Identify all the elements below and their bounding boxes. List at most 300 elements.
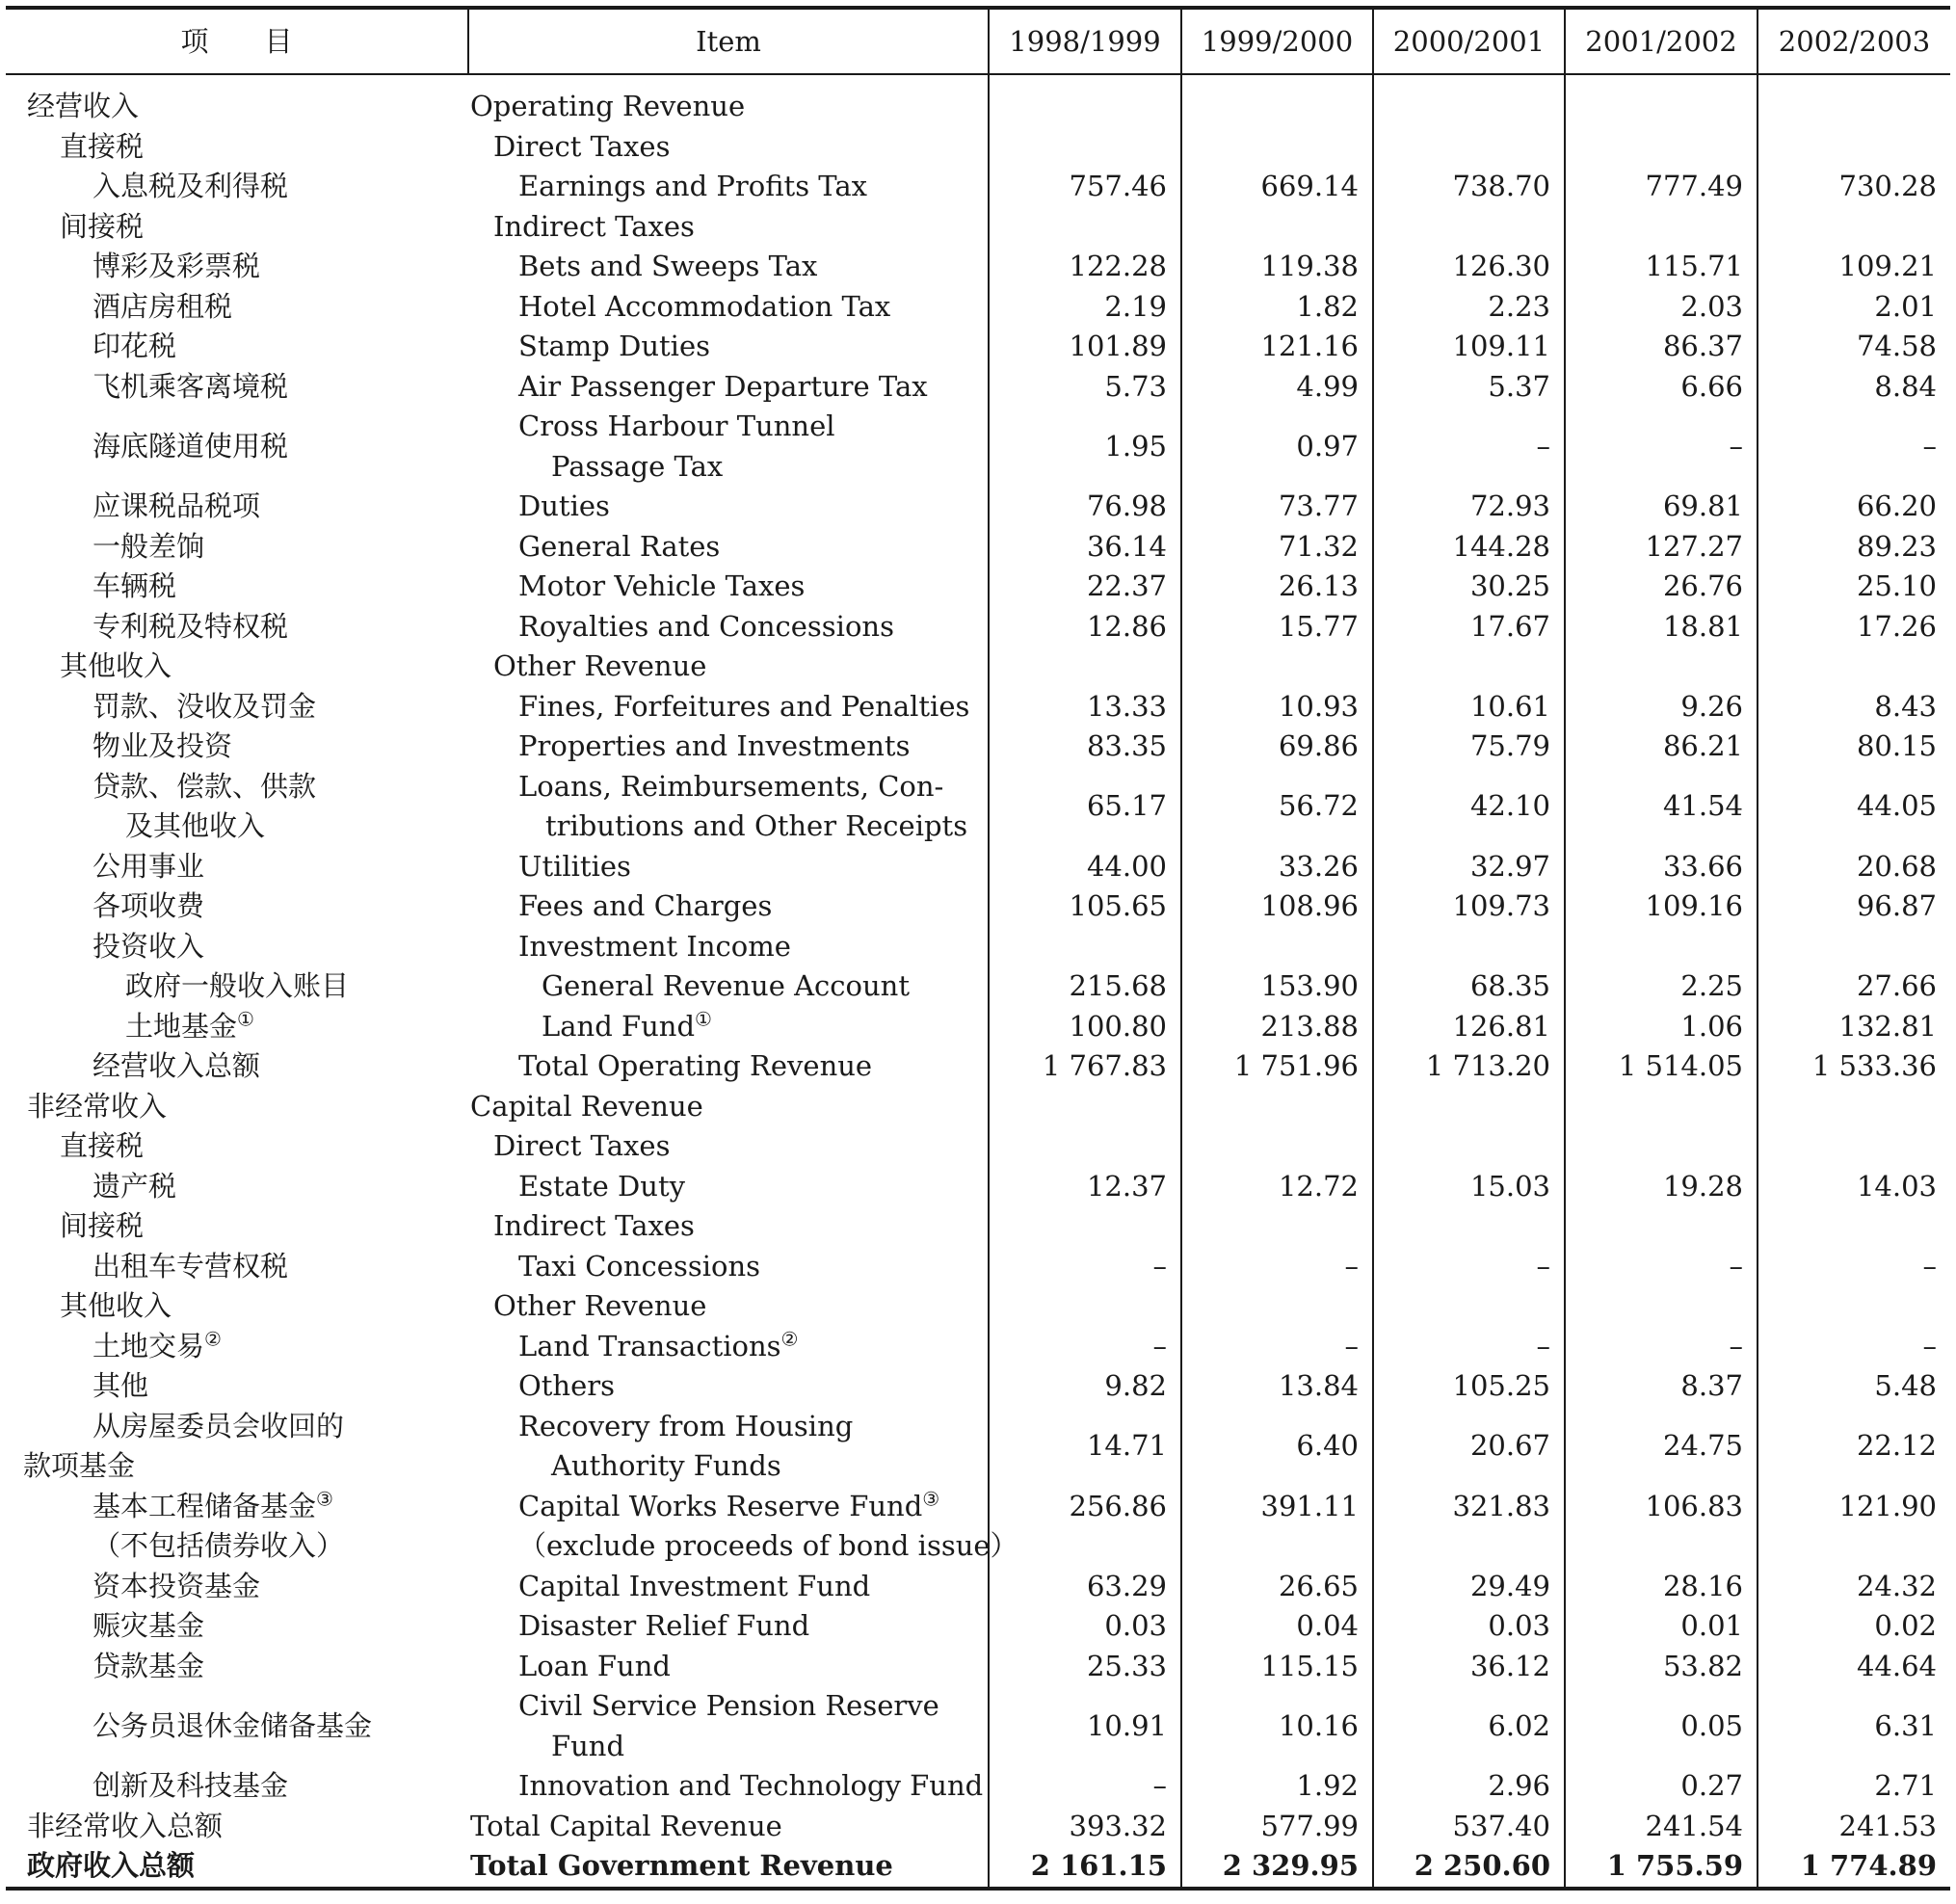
row-label-zh-continued: 及其他收入 xyxy=(125,809,266,842)
value-cell: 29.49 xyxy=(1373,1567,1565,1607)
value-cell: – xyxy=(989,1327,1181,1367)
row-label-zh xyxy=(6,1046,468,1087)
value-cell: 86.37 xyxy=(1565,327,1758,367)
value-cell: 115.15 xyxy=(1181,1647,1373,1687)
value-cell: 26.13 xyxy=(1181,567,1373,607)
row-label-en xyxy=(468,567,989,607)
row-label-en-continued: tributions and Other Receipts xyxy=(545,809,968,842)
row-label-en xyxy=(468,1206,989,1247)
row-label-en-text: General Revenue Account xyxy=(542,969,910,1002)
value-cell xyxy=(1565,74,1758,127)
value-cell: 2.96 xyxy=(1373,1766,1565,1807)
value-cell: 56.72 xyxy=(1181,767,1373,847)
row-label-en xyxy=(468,207,989,248)
value-cell: 44.00 xyxy=(989,847,1181,887)
value-cell xyxy=(1373,1126,1565,1167)
value-cell: – xyxy=(1373,1247,1565,1287)
value-cell: 22.12 xyxy=(1758,1407,1950,1487)
row-label-zh-text: 其他收入 xyxy=(60,649,172,682)
row-label-en-text: Civil Service Pension Reserve xyxy=(518,1689,939,1722)
value-cell: 1.06 xyxy=(1565,1007,1758,1047)
value-cell: 14.71 xyxy=(989,1407,1181,1487)
value-cell: 10.61 xyxy=(1373,687,1565,727)
row-label-en-text: Royalties and Concessions xyxy=(518,609,894,643)
row-label-zh-text: 博彩及彩票税 xyxy=(93,250,261,282)
value-cell: – xyxy=(1565,407,1758,487)
row-label-en xyxy=(468,687,989,727)
header-year: 1999/2000 xyxy=(1181,8,1373,74)
footnote-marker: ③ xyxy=(316,1486,333,1510)
table-row xyxy=(6,1247,1950,1287)
row-label-zh-text: 非经常收入总额 xyxy=(27,1809,224,1842)
value-cell: 63.29 xyxy=(989,1567,1181,1607)
value-cell: 5.48 xyxy=(1758,1366,1950,1407)
revenue-table xyxy=(6,6,1950,1891)
value-cell xyxy=(989,74,1181,127)
value-cell: 12.86 xyxy=(989,607,1181,648)
value-cell: 17.26 xyxy=(1758,607,1950,648)
value-cell: 577.99 xyxy=(1181,1807,1373,1847)
value-cell: 66.20 xyxy=(1758,487,1950,527)
row-label-zh-text: 土地交易 xyxy=(93,1329,205,1362)
row-label-en-text: Other Revenue xyxy=(493,1289,707,1322)
row-label-zh xyxy=(6,407,468,487)
row-label-en xyxy=(468,607,989,648)
value-cell: 1 774.89 xyxy=(1758,1846,1950,1889)
value-cell: 777.49 xyxy=(1565,167,1758,207)
row-label-zh-text: 土地基金 xyxy=(125,1009,238,1043)
value-cell: 18.81 xyxy=(1565,607,1758,648)
row-label-en xyxy=(468,647,989,687)
value-cell: 6.02 xyxy=(1373,1686,1565,1766)
value-cell xyxy=(1373,647,1565,687)
table-row xyxy=(6,1046,1950,1087)
value-cell: 8.84 xyxy=(1758,367,1950,408)
row-label-en-text: Land Transactions xyxy=(518,1329,781,1362)
value-cell: 6.40 xyxy=(1181,1407,1373,1487)
value-cell xyxy=(1373,1087,1565,1127)
value-cell xyxy=(1181,74,1373,127)
value-cell: 41.54 xyxy=(1565,767,1758,847)
row-label-en-text: Disaster Relief Fund xyxy=(518,1609,810,1642)
value-cell: 20.68 xyxy=(1758,847,1950,887)
value-cell: 2 250.60 xyxy=(1373,1846,1565,1889)
row-label-en-text: Duties xyxy=(518,489,610,522)
row-label-en xyxy=(468,1366,989,1407)
table-row xyxy=(6,167,1950,207)
value-cell: 1 755.59 xyxy=(1565,1846,1758,1889)
row-label-en-continued: Fund xyxy=(551,1729,625,1762)
row-label-zh-text: 经营收入 xyxy=(27,90,140,122)
value-cell: 72.93 xyxy=(1373,487,1565,527)
table-row xyxy=(6,727,1950,767)
value-cell: 2.19 xyxy=(989,287,1181,328)
value-cell: 17.67 xyxy=(1373,607,1565,648)
row-label-zh-text: 间接税 xyxy=(60,209,145,243)
value-cell: 0.05 xyxy=(1565,1686,1758,1766)
row-label-zh xyxy=(6,367,468,408)
value-cell: 80.15 xyxy=(1758,727,1950,767)
value-cell: 83.35 xyxy=(989,727,1181,767)
row-label-zh-text: 政府收入总额 xyxy=(27,1849,196,1882)
value-cell xyxy=(1565,1087,1758,1127)
value-cell xyxy=(1758,74,1950,127)
value-cell: 127.27 xyxy=(1565,527,1758,568)
table-row xyxy=(6,1087,1950,1127)
value-cell: 2.25 xyxy=(1565,966,1758,1007)
row-label-en xyxy=(468,886,989,927)
value-cell: 22.37 xyxy=(989,567,1181,607)
row-label-zh xyxy=(6,1407,468,1487)
value-cell: 13.33 xyxy=(989,687,1181,727)
value-cell: 126.30 xyxy=(1373,247,1565,287)
row-label-zh-text: 贷款、偿款、供款 xyxy=(93,769,317,803)
row-label-en xyxy=(468,1126,989,1167)
table-row xyxy=(6,1327,1950,1367)
row-label-zh xyxy=(6,1126,468,1167)
value-cell: 738.70 xyxy=(1373,167,1565,207)
value-cell: 4.99 xyxy=(1181,367,1373,408)
value-cell xyxy=(1181,1126,1373,1167)
value-cell xyxy=(1565,927,1758,967)
table-row xyxy=(6,1007,1950,1047)
table-row xyxy=(6,1567,1950,1607)
value-cell: 71.32 xyxy=(1181,527,1373,568)
value-cell: 256.86 xyxy=(989,1487,1181,1567)
row-label-zh-text: 基本工程储备基金 xyxy=(93,1489,317,1522)
value-cell xyxy=(1181,127,1373,168)
row-label-en-text: Total Capital Revenue xyxy=(470,1809,782,1842)
footnote-marker: ③ xyxy=(922,1486,940,1510)
value-cell: – xyxy=(989,1766,1181,1807)
value-cell: 109.21 xyxy=(1758,247,1950,287)
table-row xyxy=(6,1766,1950,1807)
row-label-en xyxy=(468,247,989,287)
value-cell: 8.43 xyxy=(1758,687,1950,727)
value-cell: 9.82 xyxy=(989,1366,1181,1407)
row-label-zh-text: 各项收费 xyxy=(93,889,205,922)
value-cell: 42.10 xyxy=(1373,767,1565,847)
table-row xyxy=(6,687,1950,727)
table-row xyxy=(6,1807,1950,1847)
value-cell: 15.03 xyxy=(1373,1167,1565,1207)
value-cell: 153.90 xyxy=(1181,966,1373,1007)
row-label-en-text: General Rates xyxy=(518,529,721,563)
value-cell: 10.91 xyxy=(989,1686,1181,1766)
row-label-en-continued: Passage Tax xyxy=(551,449,724,483)
row-label-zh-text: 从房屋委员会收回的 xyxy=(93,1409,345,1442)
row-label-zh-text: 专利税及特权税 xyxy=(93,609,289,643)
value-cell: 1.82 xyxy=(1181,287,1373,328)
table-row xyxy=(6,767,1950,847)
value-cell: 12.37 xyxy=(989,1167,1181,1207)
row-label-zh xyxy=(6,1007,468,1047)
row-label-zh-text: 酒店房租税 xyxy=(93,289,233,323)
row-label-zh xyxy=(6,927,468,967)
row-label-en-text: Properties and Investments xyxy=(518,729,911,762)
table-row xyxy=(6,1126,1950,1167)
row-label-en-text: Investment Income xyxy=(518,929,791,963)
table-header xyxy=(6,8,1950,74)
row-label-zh xyxy=(6,287,468,328)
value-cell: – xyxy=(1758,407,1950,487)
value-cell: 28.16 xyxy=(1565,1567,1758,1607)
value-cell xyxy=(1181,1206,1373,1247)
value-cell: 0.04 xyxy=(1181,1606,1373,1647)
row-label-en-text: Capital Works Reserve Fund xyxy=(518,1489,923,1522)
row-label-en xyxy=(468,1647,989,1687)
value-cell: – xyxy=(989,1247,1181,1287)
value-cell: 109.16 xyxy=(1565,886,1758,927)
row-label-zh xyxy=(6,886,468,927)
value-cell: 215.68 xyxy=(989,966,1181,1007)
row-label-en-text: Capital Investment Fund xyxy=(518,1569,871,1602)
value-cell: 108.96 xyxy=(1181,886,1373,927)
row-label-zh-text: 入息税及利得税 xyxy=(93,170,289,202)
row-label-zh-text: 飞机乘客离境税 xyxy=(93,369,289,403)
row-label-zh xyxy=(6,247,468,287)
row-label-zh-text: 罚款、没收及罚金 xyxy=(93,689,317,723)
table-row xyxy=(6,847,1950,887)
value-cell: 27.66 xyxy=(1758,966,1950,1007)
value-cell: 89.23 xyxy=(1758,527,1950,568)
value-cell: 2.03 xyxy=(1565,287,1758,328)
value-cell xyxy=(1373,1206,1565,1247)
value-cell: 106.83 xyxy=(1565,1487,1758,1567)
row-label-en-text: Earnings and Profits Tax xyxy=(518,170,868,202)
value-cell: 1 767.83 xyxy=(989,1046,1181,1087)
value-cell: 115.71 xyxy=(1565,247,1758,287)
row-label-en-text: Utilities xyxy=(518,849,631,883)
row-label-en xyxy=(468,367,989,408)
row-label-en-text: Total Government Revenue xyxy=(470,1849,893,1882)
row-label-en-continued: （exclude proceeds of bond issue） xyxy=(518,1529,1018,1562)
value-cell xyxy=(1565,1206,1758,1247)
footnote-marker: ① xyxy=(237,1006,254,1030)
table-row xyxy=(6,1686,1950,1766)
table-row xyxy=(6,1487,1950,1567)
row-label-zh xyxy=(6,767,468,847)
table-row xyxy=(6,1286,1950,1327)
row-label-zh xyxy=(6,1087,468,1127)
value-cell: 65.17 xyxy=(989,767,1181,847)
value-cell: 2.01 xyxy=(1758,287,1950,328)
row-label-zh xyxy=(6,687,468,727)
value-cell: 0.01 xyxy=(1565,1606,1758,1647)
row-label-zh xyxy=(6,1686,468,1766)
value-cell: 121.16 xyxy=(1181,327,1373,367)
row-label-zh xyxy=(6,167,468,207)
row-label-en xyxy=(468,487,989,527)
value-cell: 69.86 xyxy=(1181,727,1373,767)
value-cell: 1.92 xyxy=(1181,1766,1373,1807)
row-label-en-text: Fees and Charges xyxy=(518,889,773,922)
row-label-zh xyxy=(6,567,468,607)
value-cell xyxy=(1373,74,1565,127)
table-row xyxy=(6,367,1950,408)
row-label-en-text: Other Revenue xyxy=(493,649,707,682)
value-cell xyxy=(1565,647,1758,687)
row-label-en xyxy=(468,527,989,568)
value-cell: 73.77 xyxy=(1181,487,1373,527)
value-cell: 669.14 xyxy=(1181,167,1373,207)
row-label-zh xyxy=(6,1286,468,1327)
table-row xyxy=(6,1606,1950,1647)
value-cell xyxy=(1758,647,1950,687)
header-item-en: Item xyxy=(468,8,989,74)
value-cell: 86.21 xyxy=(1565,727,1758,767)
row-label-zh-text: 投资收入 xyxy=(93,929,205,963)
value-cell xyxy=(989,1087,1181,1127)
row-label-en-text: Hotel Accommodation Tax xyxy=(518,289,891,323)
row-label-zh-text: 印花税 xyxy=(93,330,177,362)
row-label-zh xyxy=(6,74,468,127)
value-cell: 30.25 xyxy=(1373,567,1565,607)
table-row xyxy=(6,247,1950,287)
table-row xyxy=(6,74,1950,127)
row-label-en xyxy=(468,767,989,847)
value-cell: – xyxy=(1181,1327,1373,1367)
table-row xyxy=(6,127,1950,168)
value-cell: 121.90 xyxy=(1758,1487,1950,1567)
value-cell: – xyxy=(1758,1247,1950,1287)
value-cell: 53.82 xyxy=(1565,1647,1758,1687)
row-label-zh xyxy=(6,1606,468,1647)
value-cell: 10.16 xyxy=(1181,1686,1373,1766)
row-label-en xyxy=(468,1087,989,1127)
value-cell xyxy=(1181,207,1373,248)
table-row xyxy=(6,1206,1950,1247)
row-label-en xyxy=(468,287,989,328)
header-year: 2001/2002 xyxy=(1565,8,1758,74)
value-cell: 5.73 xyxy=(989,367,1181,408)
row-label-en-text: Indirect Taxes xyxy=(493,1209,695,1242)
table-body xyxy=(6,74,1950,1889)
value-cell: 101.89 xyxy=(989,327,1181,367)
row-label-en-text: Capital Revenue xyxy=(470,1089,703,1123)
row-label-zh-text: 经营收入总额 xyxy=(93,1049,261,1082)
value-cell xyxy=(1565,1286,1758,1327)
row-label-zh-text: 创新及科技基金 xyxy=(93,1769,289,1802)
value-cell xyxy=(1758,927,1950,967)
row-label-en xyxy=(468,927,989,967)
table-row xyxy=(6,207,1950,248)
value-cell xyxy=(1758,1087,1950,1127)
value-cell xyxy=(1373,127,1565,168)
value-cell: 24.75 xyxy=(1565,1407,1758,1487)
table-row xyxy=(6,527,1950,568)
value-cell: 126.81 xyxy=(1373,1007,1565,1047)
row-label-en-text: Direct Taxes xyxy=(493,129,671,163)
row-label-zh xyxy=(6,1247,468,1287)
row-label-zh-text: 直接税 xyxy=(60,1129,145,1162)
row-label-zh xyxy=(6,1567,468,1607)
row-label-zh xyxy=(6,1647,468,1687)
header-item-zh: 项 目 xyxy=(6,8,468,74)
row-label-zh-text: 出租车专营权税 xyxy=(93,1249,289,1283)
row-label-en-text: Indirect Taxes xyxy=(493,209,695,243)
row-label-zh xyxy=(6,127,468,168)
row-label-zh-text: 资本投资基金 xyxy=(93,1569,261,1602)
value-cell: 393.32 xyxy=(989,1807,1181,1847)
value-cell: 2 329.95 xyxy=(1181,1846,1373,1889)
value-cell: 1 751.96 xyxy=(1181,1046,1373,1087)
row-label-zh-text: 遗产税 xyxy=(93,1169,177,1203)
value-cell: 44.05 xyxy=(1758,767,1950,847)
table-row xyxy=(6,647,1950,687)
value-cell: 76.98 xyxy=(989,487,1181,527)
value-cell: 730.28 xyxy=(1758,167,1950,207)
row-label-en xyxy=(468,1167,989,1207)
value-cell xyxy=(1373,207,1565,248)
table-row xyxy=(6,1846,1950,1889)
row-label-en xyxy=(468,407,989,487)
row-label-zh xyxy=(6,647,468,687)
row-label-en xyxy=(468,1606,989,1647)
value-cell: 68.35 xyxy=(1373,966,1565,1007)
value-cell: 8.37 xyxy=(1565,1366,1758,1407)
table-row xyxy=(6,1366,1950,1407)
row-label-en xyxy=(468,167,989,207)
value-cell xyxy=(989,207,1181,248)
row-label-en xyxy=(468,847,989,887)
value-cell: – xyxy=(1181,1247,1373,1287)
value-cell: 321.83 xyxy=(1373,1487,1565,1567)
value-cell: 74.58 xyxy=(1758,327,1950,367)
row-label-en xyxy=(468,127,989,168)
value-cell: 20.67 xyxy=(1373,1407,1565,1487)
value-cell xyxy=(989,927,1181,967)
value-cell: 241.54 xyxy=(1565,1807,1758,1847)
value-cell: 9.26 xyxy=(1565,687,1758,727)
value-cell: 144.28 xyxy=(1373,527,1565,568)
value-cell: 26.65 xyxy=(1181,1567,1373,1607)
row-label-en-text: Air Passenger Departure Tax xyxy=(518,369,928,403)
row-label-en-text: Others xyxy=(518,1369,616,1402)
row-label-en xyxy=(468,1286,989,1327)
value-cell: 69.81 xyxy=(1565,487,1758,527)
value-cell xyxy=(1565,1126,1758,1167)
row-label-zh xyxy=(6,1327,468,1367)
value-cell: 36.14 xyxy=(989,527,1181,568)
value-cell: 6.66 xyxy=(1565,367,1758,408)
row-label-en-text: Motor Vehicle Taxes xyxy=(518,569,806,602)
value-cell: 213.88 xyxy=(1181,1007,1373,1047)
value-cell: 2.23 xyxy=(1373,287,1565,328)
table-row xyxy=(6,1407,1950,1487)
value-cell xyxy=(1758,1286,1950,1327)
table-row xyxy=(6,966,1950,1007)
row-label-zh-text: 车辆税 xyxy=(93,569,177,602)
value-cell: 0.02 xyxy=(1758,1606,1950,1647)
footnote-marker: ② xyxy=(204,1326,222,1350)
value-cell: 0.03 xyxy=(989,1606,1181,1647)
value-cell: 33.66 xyxy=(1565,847,1758,887)
row-label-en xyxy=(468,327,989,367)
row-label-zh xyxy=(6,1487,468,1567)
row-label-en xyxy=(468,966,989,1007)
row-label-en-text: Operating Revenue xyxy=(470,90,746,122)
row-label-zh-text: 公务员退休金储备基金 xyxy=(93,1708,373,1742)
value-cell: 100.80 xyxy=(989,1007,1181,1047)
row-label-zh-text: 其他 xyxy=(93,1369,149,1402)
value-cell: 15.77 xyxy=(1181,607,1373,648)
value-cell: 36.12 xyxy=(1373,1647,1565,1687)
value-cell xyxy=(989,1286,1181,1327)
row-label-zh-text: 一般差饷 xyxy=(93,529,205,563)
value-cell: 25.33 xyxy=(989,1647,1181,1687)
value-cell xyxy=(989,127,1181,168)
